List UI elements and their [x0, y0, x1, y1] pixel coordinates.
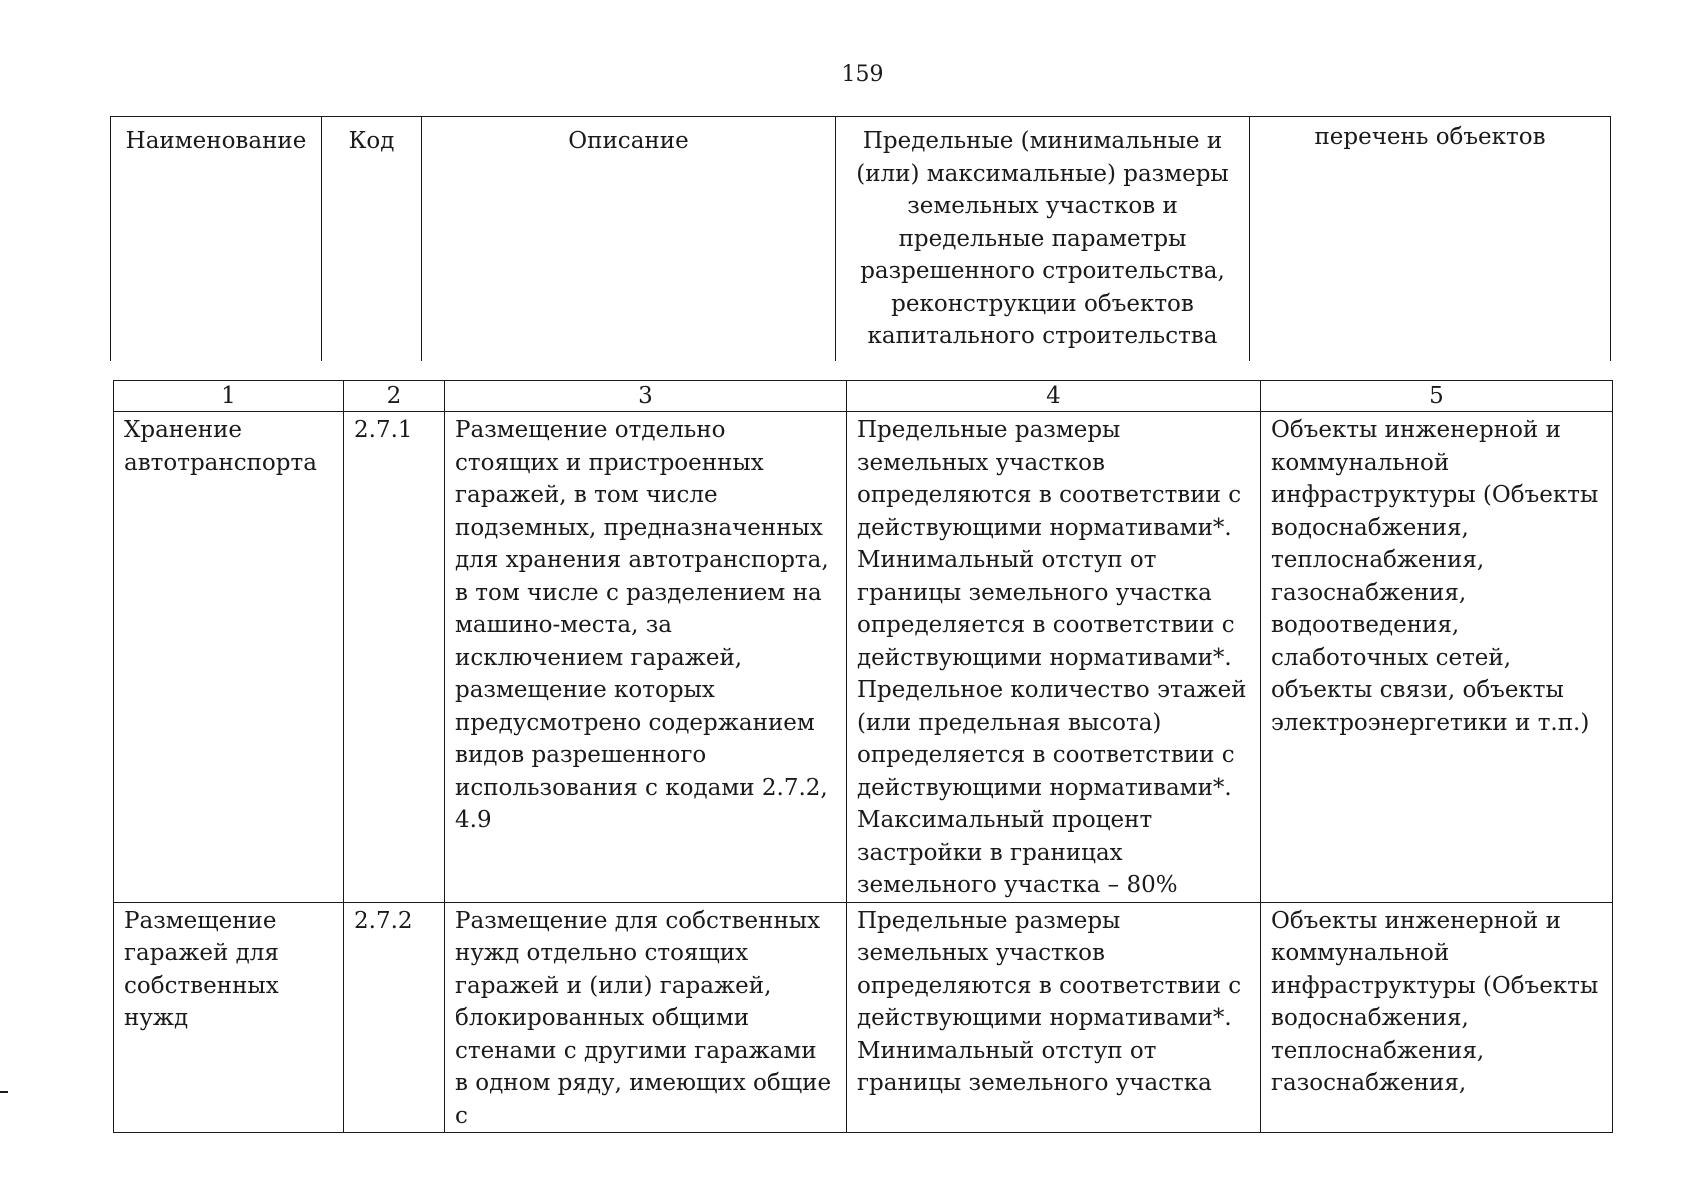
- row-code: 2.7.1: [344, 412, 445, 903]
- row-name: Размещение гаражей для собственных нужд: [114, 902, 344, 1133]
- row-code: 2.7.2: [344, 902, 445, 1133]
- row-description: Размещение отдельно стоящих и пристроенных гаражей, в том числе подземных, предназначенных для хранения автотранспорта, в том числе с разделением на машино-места, за исключением гаражей, размещение которых предусмотрено содержанием видов разрешенного использования с кодами 2.7.2, 4.9: [445, 412, 847, 903]
- row-parameters: Предельные размеры земельных участков определяются в соответствии с действующими нормативами*. Минимальный отступ от границы земельного участка: [847, 902, 1261, 1133]
- header-objects: перечень объектов: [1250, 117, 1611, 362]
- header-name: Наименование: [111, 117, 322, 362]
- header-table: [110, 116, 1611, 361]
- column-number-1: 1: [114, 381, 344, 412]
- column-number-2: 2: [344, 381, 445, 412]
- margin-mark: [0, 1091, 8, 1093]
- row-objects: Объекты инженерной и коммунальной инфраструктуры (Объекты водоснабжения, теплоснабжения, газоснабжения, водоотведения, слаботочных сетей, объекты связи, объекты электроэнергетики и т.п.): [1261, 412, 1613, 903]
- header-code: Код: [322, 117, 422, 362]
- column-number-5: 5: [1261, 381, 1613, 412]
- table-row: [114, 412, 1613, 903]
- header-row: [111, 117, 1611, 362]
- table-row: [114, 902, 1613, 1133]
- header-parameters: Предельные (минимальные и (или) максимальные) размеры земельных участков и предельные параметры разрешенного строительства, реконструкции объектов капитального строительства: [836, 117, 1250, 362]
- column-number-3: 3: [445, 381, 847, 412]
- page-number: 159: [841, 62, 884, 87]
- row-name: Хранение автотранспорта: [114, 412, 344, 903]
- column-number-row: [114, 381, 1613, 412]
- row-objects: Объекты инженерной и коммунальной инфраструктуры (Объекты водоснабжения, теплоснабжения, газоснабжения,: [1261, 902, 1613, 1133]
- body-table: [113, 380, 1613, 1133]
- row-description: Размещение для собственных нужд отдельно стоящих гаражей и (или) гаражей, блокированных общими стенами с другими гаражами в одном ряду, имеющих общие с: [445, 902, 847, 1133]
- row-parameters: Предельные размеры земельных участков определяются в соответствии с действующими нормативами*. Минимальный отступ от границы земельного участка определяется в соответствии с действующими нормативами*. Предельное количество этажей (или предельная высота) определяется в соответствии с действующими нормативами*. Максимальный процент застройки в границах земельного участка – 80%: [847, 412, 1261, 903]
- header-description: Описание: [422, 117, 836, 362]
- column-number-4: 4: [847, 381, 1261, 412]
